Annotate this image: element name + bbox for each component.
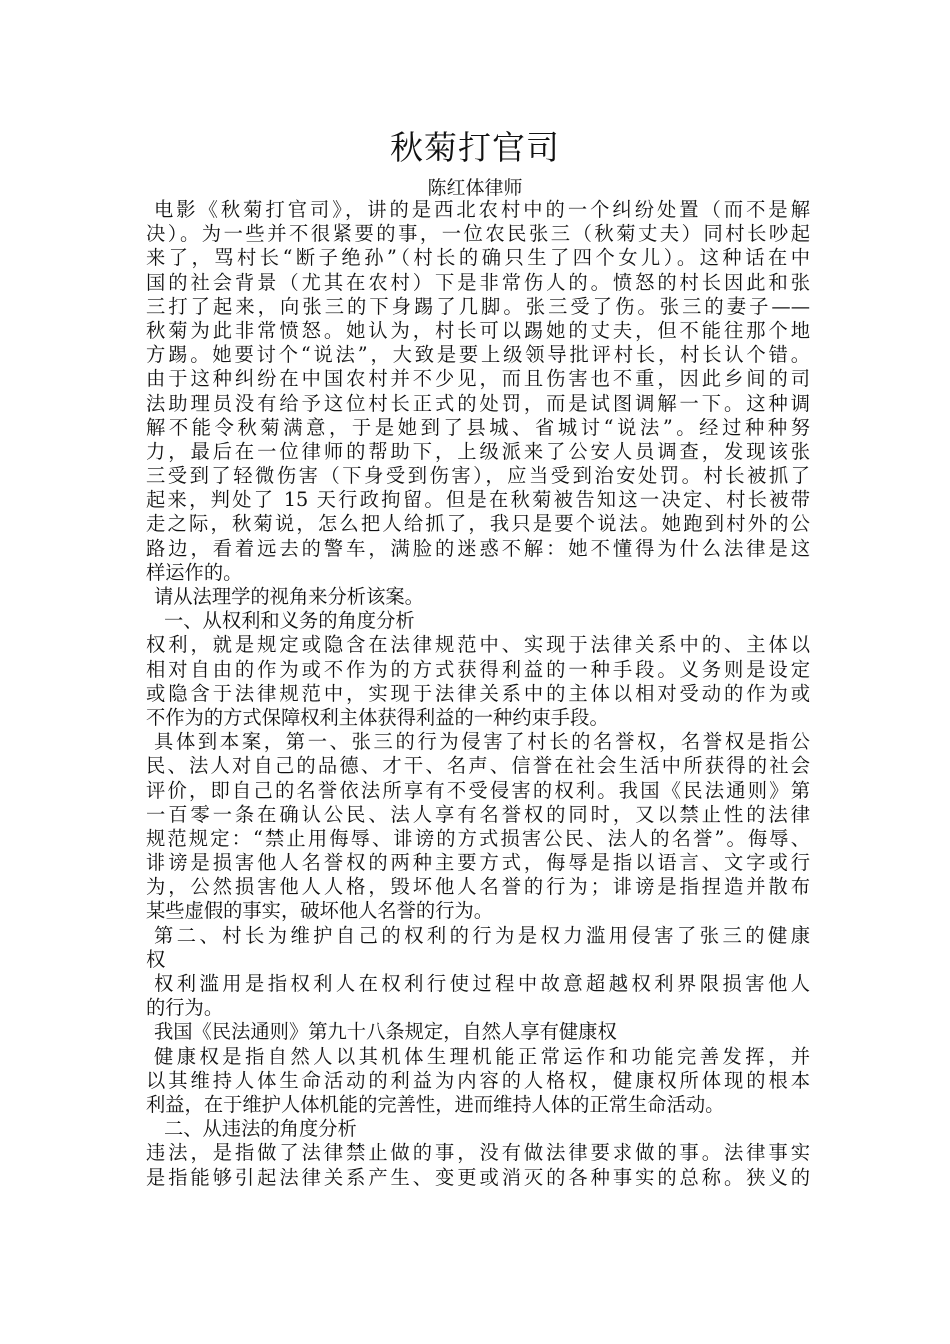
section-heading: 二、从违法的角度分析 (164, 1117, 357, 1141)
text-line: 诽谤是损害他人名誉权的两种主要方式，侮辱是指以语言、文字或行 (146, 851, 810, 875)
document-author: 陈红体律师 (427, 177, 523, 199)
text-line: 权 (146, 947, 166, 971)
text-line: 一百零一条在确认公民、法人享有名誉权的同时，又以禁止性的法律 (146, 802, 810, 826)
text-line: 电影《秋菊打官司》，讲的是西北农村中的一个纠纷处置（而不是解 (154, 198, 810, 221)
text-line: 国的社会背景（尤其在农村）下是非常伤人的。愤怒的村长因此和张 (146, 270, 810, 294)
section-heading: 一、从权利和义务的角度分析 (164, 609, 415, 633)
text-line: 三打了起来，向张三的下身踢了几脚。张三受了伤。张三的妻子—— (146, 294, 810, 318)
text-line: 违法，是指做了法律禁止做的事，没有做法律要求做的事。法律事实 (146, 1141, 810, 1165)
text-line: 具体到本案，第一、张三的行为侵害了村长的名誉权，名誉权是指公 (154, 730, 810, 754)
document-body (146, 198, 810, 1190)
text-line: 来了，骂村长“断子绝孙”（村长的确只生了四个女儿）。这种话在中 (146, 246, 810, 270)
text-line: 方踢。她要讨个“说法”，大致是要上级领导批评村长，村长认个错。 (146, 343, 810, 367)
text-line: 某些虚假的事实，破坏他人名誉的行为。 (146, 899, 494, 923)
text-line: 权利滥用是指权利人在权利行使过程中故意超越权利界限损害他人 (154, 972, 810, 995)
text-line: 不作为的方式保障权利主体获得利益的一种约束手段。 (146, 705, 609, 729)
text-line: 由于这种纠纷在中国农村并不少见，而且伤害也不重，因此乡间的司 (146, 367, 810, 391)
text-line: 路边，看着远去的警车，满脸的迷惑不解：她不懂得为什么法律是这 (146, 536, 810, 560)
text-line: 健康权是指自然人以其机体生理机能正常运作和功能完善发挥，并 (154, 1044, 810, 1068)
text-line: 我国《民法通则》第九十八条规定，自然人享有健康权 (154, 1020, 617, 1044)
text-line: 为，公然损害他人人格，毁坏他人名誉的行为；诽谤是指捏造并散布 (146, 875, 810, 899)
text-line: 或隐含于法律规范中，实现于法律关系中的主体以相对受动的作为或 (146, 681, 810, 705)
text-line: 起来，判处了 15 天行政拘留。但是在秋菊被告知这一决定、村长被带 (146, 488, 810, 512)
text-line: 秋菊为此非常愤怒。她认为，村长可以踢她的丈夫，但不能往那个地 (146, 318, 810, 342)
text-line: 请从法理学的视角来分析该案。 (154, 585, 424, 608)
text-line: 样运作的。 (146, 560, 243, 584)
text-line: 法助理员没有给予这位村长正式的处罚，而是试图调解一下。这种调 (146, 391, 810, 415)
text-line: 解不能令秋菊满意，于是她到了县城、省城讨“说法”。经过种种努 (146, 415, 810, 439)
text-line: 规范规定：“禁止用侮辱、诽谤的方式损害公民、法人的名誉”。侮辱、 (146, 826, 810, 850)
text-line: 决）。为一些并不很紧要的事，一位农民张三（秋菊丈夫）同村长吵起 (146, 222, 810, 246)
text-line: 相对自由的作为或不作为的方式获得利益的一种手段。义务则是设定 (146, 657, 810, 681)
text-line: 民、法人对自己的品德、才干、名声、信誉在社会生活中所获得的社会 (146, 754, 810, 778)
text-line: 三受到了轻微伤害（下身受到伤害），应当受到治安处罚。村长被抓了 (146, 464, 810, 488)
text-line: 的行为。 (146, 996, 224, 1020)
document-title: 秋菊打官司 (390, 128, 560, 167)
text-line: 是指能够引起法律关系产生、变更或消灭的各种事实的总称。狭义的 (146, 1165, 810, 1189)
text-line: 第二、村长为维护自己的权利的行为是权力滥用侵害了张三的健康 (154, 923, 810, 947)
text-line: 力，最后在一位律师的帮助下，上级派来了公安人员调查，发现该张 (146, 439, 810, 463)
text-line: 走之际，秋菊说，怎么把人给抓了，我只是要个说法。她跑到村外的公 (146, 512, 810, 536)
text-line: 以其维持人体生命活动的利益为内容的人格权，健康权所体现的根本 (146, 1068, 810, 1092)
text-line: 权利，就是规定或隐含在法律规范中、实现于法律关系中的、主体以 (146, 633, 810, 657)
text-line: 利益，在于维护人体机能的完善性，进而维持人体的正常生命活动。 (146, 1092, 725, 1116)
text-line: 评价，即自己的名誉依法所享有不受侵害的权利。我国《民法通则》第 (146, 778, 810, 802)
